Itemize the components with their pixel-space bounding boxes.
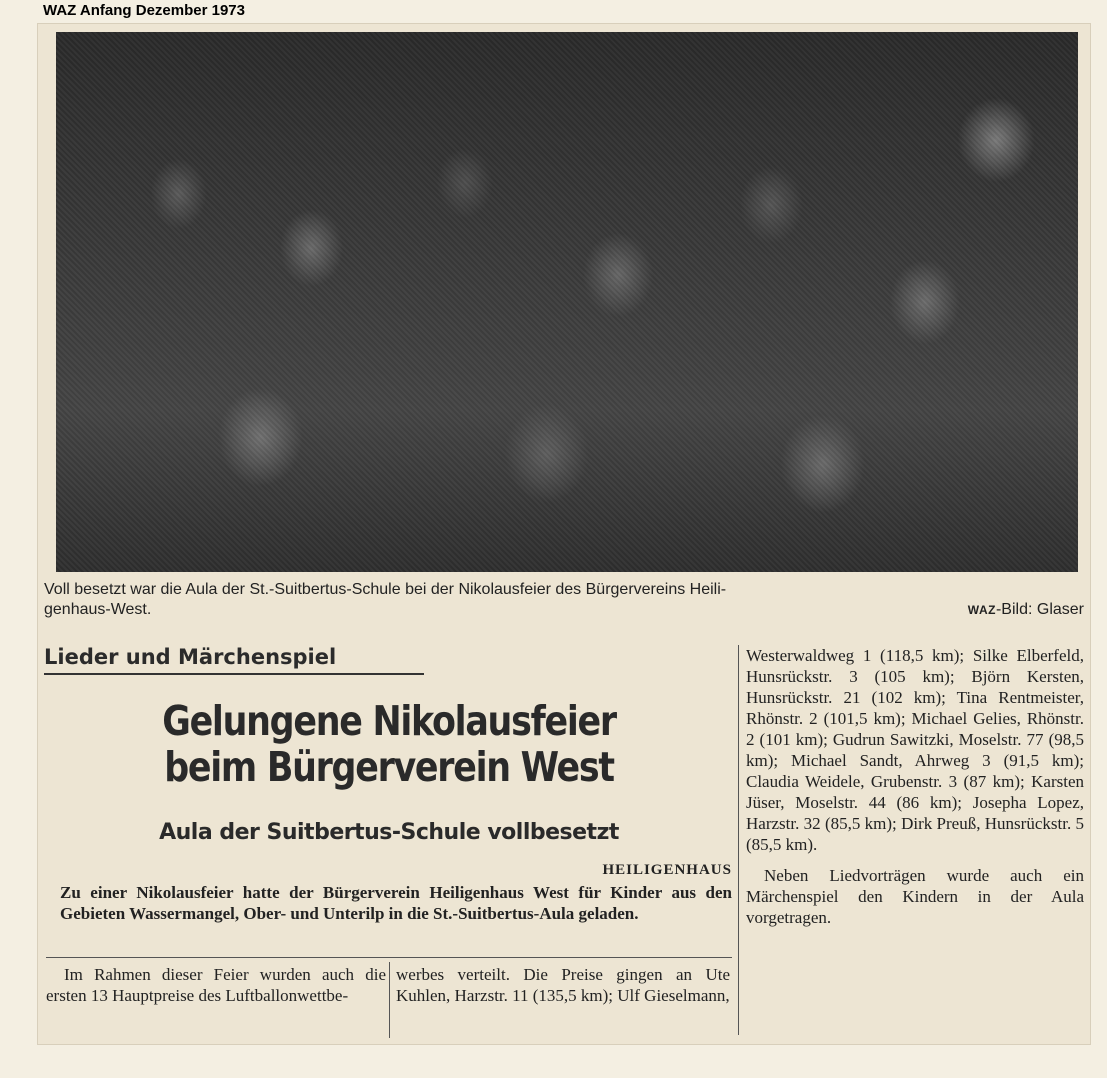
article-headline (96, 698, 683, 790)
article-column-1: Im Rahmen dieser Feier wurden auch die ersten 13 Hauptpreise des Luftballonwettbe- (46, 965, 386, 1005)
article-lead: Zu einer Nikolausfeier hatte der Bürgerverein Heiligenhaus West für Kinder aus den Gebieten Wassermangel, Ober- und Unterilp in die St.-Suitbertus-Aula geladen. (60, 883, 732, 923)
article-kicker: Lieder und Märchenspiel (44, 645, 424, 675)
article-column-3 (746, 645, 1084, 928)
caption-line-1: Voll besetzt war die Aula der St.-Suitbertus-Schule bei der Nikolausfeier des Bürgervereins Heili- (44, 581, 727, 598)
column-3-paragraph-1: Westerwaldweg 1 (118,5 km); Silke Elberfeld, Hunsrückstr. 3 (105 km); Björn Kersten, Hunsrückstr. 21 (102 km); Tina Rentmeister, Rhönstr. 2 (101,5 km); Michael Gelies, Rhönstr. 2 (101 km); Gudrun Sawitzki, Moselstr. 77 (98,5 km); Michael Sandt, Ahrweg 3 (91,5 km); Claudia Weidele, Grubenstr. 3 (87 km); Karsten Jüser, Moselstr. 44 (86 km); Josepha Lopez, Harzstr. 32 (85,5 km); Dirk Preuß, Hunsrückstr. 5 (85,5 km). (746, 646, 1084, 854)
column-divider-right (738, 645, 739, 1035)
column-3-paragraph-2: Neben Liedvorträgen wurde auch ein Märchenspiel den Kindern in der Aula vorgetragen. (746, 866, 1084, 927)
article-dateline: HEILIGENHAUS (602, 862, 732, 878)
photo-caption (44, 580, 1084, 620)
handwritten-source-note: WAZ Anfang Dezember 1973 (43, 2, 245, 19)
photo-credit-rest: -Bild: Glaser (995, 601, 1084, 618)
column-divider-left (389, 962, 390, 1038)
caption-line-2-row (44, 600, 1084, 620)
photo-credit-brand: WAZ (967, 603, 996, 617)
article-subhead: Aula der Suitbertus-Schule vollbesetzt (159, 820, 619, 845)
audience-photo (56, 32, 1078, 572)
lead-divider (46, 957, 732, 958)
headline-line-1: Gelungene Nikolausfeier (162, 697, 616, 745)
caption-line-2: genhaus-West. (44, 601, 152, 618)
headline-line-2: beim Bürgerverein West (164, 743, 614, 791)
photo-credit (968, 600, 1084, 620)
article-column-2: werbes verteilt. Die Preise gingen an Ute Kuhlen, Harzstr. 11 (135,5 km); Ulf Gieselmann, (396, 965, 730, 1005)
